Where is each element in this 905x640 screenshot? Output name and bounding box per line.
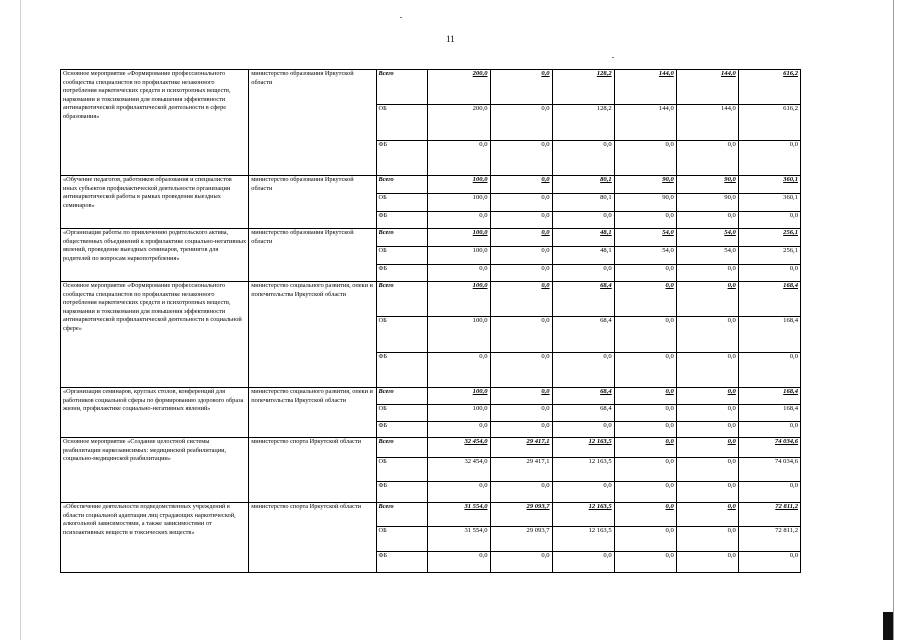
amount-year-cell: 0,0 — [614, 282, 676, 317]
amount-year-cell: 0,0 — [676, 438, 738, 458]
amount-year-cell: 0,0 — [428, 212, 490, 229]
amount-year-cell: 68,4 — [552, 405, 614, 422]
amount-year-cell: 29 417,1 — [490, 458, 552, 482]
amount-total-cell: 0,0 — [738, 141, 800, 176]
responsible-executor: министерство образования Иркутской области — [249, 70, 376, 176]
funding-source: ОБ — [376, 405, 428, 422]
funding-source: ФБ — [376, 482, 428, 503]
amount-year-cell: 0,0 — [552, 212, 614, 229]
amount-total-cell: 168,4 — [738, 282, 800, 317]
funding-source: Всего — [376, 438, 428, 458]
amount-year-cell: 32 454,0 — [428, 438, 490, 458]
amount-year-cell: 0,0 — [676, 458, 738, 482]
amount-year-cell: 80,1 — [552, 176, 614, 194]
amount-year-cell: 0,0 — [552, 482, 614, 503]
activity-description: Основное мероприятие «Формирование профессионального сообщества специалистов по профилактике незаконного потребления наркотических средств и психотропных веществ, наркомании и токсикомании для повышения эффективности антинаркотической профилактической деятельности в сфере образования» — [61, 70, 249, 176]
table-row — [61, 282, 801, 317]
amount-year-cell: 80,1 — [552, 194, 614, 212]
amount-year-cell: 32 454,0 — [428, 458, 490, 482]
scan-edge-left — [20, 0, 21, 640]
amount-year-cell: 0,0 — [676, 353, 738, 388]
funding-source: Всего — [376, 229, 428, 247]
amount-total-cell: 168,4 — [738, 317, 800, 353]
budget-table — [60, 69, 801, 573]
amount-year-cell: 0,0 — [676, 503, 738, 527]
funding-source: ОБ — [376, 458, 428, 482]
table-row — [61, 176, 801, 194]
amount-year-cell: 68,4 — [552, 388, 614, 405]
amount-year-cell: 0,0 — [552, 353, 614, 388]
page-number: 11 — [446, 34, 455, 44]
amount-year-cell: 31 554,0 — [428, 527, 490, 552]
amount-year-cell: 0,0 — [614, 317, 676, 353]
amount-total-cell: 0,0 — [738, 212, 800, 229]
responsible-executor: министерство социального развития, опеки и попечительства Иркутской области — [249, 282, 376, 388]
amount-year-cell: 0,0 — [490, 141, 552, 176]
funding-source: ФБ — [376, 212, 428, 229]
amount-year-cell: 200,0 — [428, 70, 490, 105]
responsible-executor: министерство образования Иркутской области — [249, 176, 376, 229]
amount-total-cell: 616,2 — [738, 70, 800, 105]
table-row — [61, 503, 801, 527]
amount-year-cell: 0,0 — [614, 388, 676, 405]
amount-year-cell: 100,0 — [428, 247, 490, 265]
amount-year-cell: 12 163,5 — [552, 503, 614, 527]
amount-year-cell: 54,0 — [676, 229, 738, 247]
amount-year-cell: 0,0 — [614, 422, 676, 438]
amount-total-cell: 360,1 — [738, 194, 800, 212]
amount-total-cell: 0,0 — [738, 482, 800, 503]
funding-source: Всего — [376, 70, 428, 105]
amount-year-cell: 0,0 — [428, 141, 490, 176]
activity-description: «Организация работы по привлечению родительского актива, общественных объединений к профилактике социально-негативных явлений, проведение выездных семинаров, тренингов для родителей по вопросам наркопотребления» — [61, 229, 249, 282]
amount-year-cell: 12 163,5 — [552, 527, 614, 552]
funding-source: Всего — [376, 176, 428, 194]
amount-year-cell: 90,0 — [614, 176, 676, 194]
amount-year-cell: 48,1 — [552, 247, 614, 265]
amount-year-cell: 48,1 — [552, 229, 614, 247]
amount-year-cell: 0,0 — [676, 405, 738, 422]
amount-year-cell: 144,0 — [676, 105, 738, 141]
funding-source: ОБ — [376, 317, 428, 353]
amount-year-cell: 0,0 — [490, 317, 552, 353]
amount-year-cell: 0,0 — [490, 405, 552, 422]
funding-source: ОБ — [376, 105, 428, 141]
amount-total-cell: 74 034,6 — [738, 458, 800, 482]
amount-year-cell: 0,0 — [490, 265, 552, 282]
responsible-executor: министерство спорта Иркутской области — [249, 503, 376, 573]
funding-source: ФБ — [376, 353, 428, 388]
activity-description: «Обучение педагогов, работников образования и специалистов иных субъектов профилактической деятельности организации антинаркотической работы в рамках проведения выездных семинаров» — [61, 176, 249, 229]
amount-year-cell: 200,0 — [428, 105, 490, 141]
amount-total-cell: 256,1 — [738, 247, 800, 265]
table-row — [61, 70, 801, 105]
amount-year-cell: 100,0 — [428, 282, 490, 317]
amount-year-cell: 68,4 — [552, 317, 614, 353]
amount-total-cell: 256,1 — [738, 229, 800, 247]
amount-year-cell: 29 417,1 — [490, 438, 552, 458]
amount-total-cell: 0,0 — [738, 265, 800, 282]
amount-year-cell: 0,0 — [614, 353, 676, 388]
amount-year-cell: 12 163,5 — [552, 438, 614, 458]
amount-total-cell: 360,1 — [738, 176, 800, 194]
amount-total-cell: 72 811,2 — [738, 527, 800, 552]
amount-year-cell: 0,0 — [428, 353, 490, 388]
scan-speck — [400, 17, 402, 18]
amount-year-cell: 0,0 — [428, 482, 490, 503]
amount-year-cell: 144,0 — [614, 70, 676, 105]
amount-year-cell: 0,0 — [614, 503, 676, 527]
amount-year-cell: 0,0 — [676, 317, 738, 353]
amount-year-cell: 90,0 — [676, 176, 738, 194]
funding-source: ОБ — [376, 527, 428, 552]
funding-source: Всего — [376, 388, 428, 405]
amount-year-cell: 0,0 — [490, 388, 552, 405]
amount-year-cell: 0,0 — [490, 282, 552, 317]
amount-total-cell: 168,4 — [738, 388, 800, 405]
funding-source: ФБ — [376, 265, 428, 282]
funding-source: ФБ — [376, 552, 428, 573]
amount-year-cell: 0,0 — [428, 422, 490, 438]
funding-source: ОБ — [376, 247, 428, 265]
activity-description: Основное мероприятие «Формирование профессионального сообщества специалистов по профилактике незаконного потребления наркотических средств и психотропных веществ, наркомании и токсикомании для повышения эффективности антинаркотической профилактической деятельности в социальной сфере» — [61, 282, 249, 388]
amount-year-cell: 0,0 — [676, 282, 738, 317]
activity-description: Основное мероприятие «Создание целостной системы реабилитации наркозависимых: медицинской реабилитации, социально-медицинской реабилитации» — [61, 438, 249, 503]
amount-year-cell: 68,4 — [552, 282, 614, 317]
amount-year-cell: 54,0 — [614, 247, 676, 265]
amount-year-cell: 0,0 — [490, 353, 552, 388]
amount-year-cell: 0,0 — [490, 422, 552, 438]
amount-total-cell: 72 811,2 — [738, 503, 800, 527]
scan-edge-right — [893, 0, 894, 640]
amount-total-cell: 0,0 — [738, 552, 800, 573]
amount-year-cell: 0,0 — [676, 422, 738, 438]
amount-year-cell: 31 554,0 — [428, 503, 490, 527]
funding-source: ФБ — [376, 422, 428, 438]
amount-year-cell: 128,2 — [552, 70, 614, 105]
amount-year-cell: 12 163,5 — [552, 458, 614, 482]
amount-year-cell: 0,0 — [676, 141, 738, 176]
amount-year-cell: 0,0 — [552, 141, 614, 176]
amount-year-cell: 0,0 — [552, 552, 614, 573]
amount-year-cell: 100,0 — [428, 317, 490, 353]
amount-year-cell: 54,0 — [614, 229, 676, 247]
amount-year-cell: 0,0 — [490, 482, 552, 503]
amount-year-cell: 100,0 — [428, 229, 490, 247]
amount-year-cell: 0,0 — [490, 70, 552, 105]
amount-year-cell: 0,0 — [614, 482, 676, 503]
amount-year-cell: 0,0 — [676, 552, 738, 573]
amount-year-cell: 29 093,7 — [490, 503, 552, 527]
amount-year-cell: 100,0 — [428, 405, 490, 422]
funding-source: ФБ — [376, 141, 428, 176]
table-row — [61, 388, 801, 405]
amount-total-cell: 0,0 — [738, 353, 800, 388]
amount-year-cell: 0,0 — [676, 527, 738, 552]
amount-year-cell: 128,2 — [552, 105, 614, 141]
amount-year-cell: 0,0 — [490, 176, 552, 194]
amount-total-cell: 616,2 — [738, 105, 800, 141]
amount-year-cell: 144,0 — [676, 70, 738, 105]
amount-year-cell: 0,0 — [490, 552, 552, 573]
amount-total-cell: 0,0 — [738, 422, 800, 438]
amount-year-cell: 0,0 — [490, 247, 552, 265]
amount-year-cell: 0,0 — [676, 265, 738, 282]
amount-year-cell: 0,0 — [614, 405, 676, 422]
amount-year-cell: 0,0 — [428, 265, 490, 282]
amount-year-cell: 0,0 — [614, 527, 676, 552]
amount-year-cell: 0,0 — [490, 194, 552, 212]
amount-year-cell: 90,0 — [676, 194, 738, 212]
amount-year-cell: 0,0 — [490, 229, 552, 247]
responsible-executor: министерство образования Иркутской области — [249, 229, 376, 282]
amount-year-cell: 0,0 — [676, 212, 738, 229]
amount-year-cell: 0,0 — [614, 438, 676, 458]
scan-edge-corner — [883, 612, 893, 640]
amount-year-cell: 0,0 — [490, 105, 552, 141]
amount-year-cell: 29 093,7 — [490, 527, 552, 552]
funding-source: Всего — [376, 282, 428, 317]
amount-year-cell: 100,0 — [428, 388, 490, 405]
amount-year-cell: 100,0 — [428, 194, 490, 212]
amount-year-cell: 100,0 — [428, 176, 490, 194]
scan-speck — [612, 57, 614, 58]
amount-year-cell: 0,0 — [676, 388, 738, 405]
amount-year-cell: 0,0 — [552, 265, 614, 282]
amount-total-cell: 168,4 — [738, 405, 800, 422]
amount-year-cell: 0,0 — [614, 265, 676, 282]
amount-year-cell: 0,0 — [490, 212, 552, 229]
amount-year-cell: 90,0 — [614, 194, 676, 212]
funding-source: ОБ — [376, 194, 428, 212]
amount-year-cell: 144,0 — [614, 105, 676, 141]
amount-year-cell: 0,0 — [614, 552, 676, 573]
activity-description: «Организация семинаров, круглых столов, конференций для работников социальной сферы по формированию здорового образа жизни, профилактике социально-негативных явлений» — [61, 388, 249, 438]
responsible-executor: министерство спорта Иркутской области — [249, 438, 376, 503]
activity-description: «Обеспечение деятельности подведомственных учреждений в области социальной адаптации лиц страдающих наркотической, алкогольной зависимостями, а также зависимостями от психоактивных веществ и токсических веществ» — [61, 503, 249, 573]
amount-year-cell: 0,0 — [552, 422, 614, 438]
table-row — [61, 438, 801, 458]
responsible-executor: министерство социального развития, опеки и попечительства Иркутской области — [249, 388, 376, 438]
amount-total-cell: 74 034,6 — [738, 438, 800, 458]
amount-year-cell: 54,0 — [676, 247, 738, 265]
amount-year-cell: 0,0 — [614, 458, 676, 482]
amount-year-cell: 0,0 — [614, 212, 676, 229]
funding-source: Всего — [376, 503, 428, 527]
table-row — [61, 229, 801, 247]
amount-year-cell: 0,0 — [614, 141, 676, 176]
amount-year-cell: 0,0 — [676, 482, 738, 503]
amount-year-cell: 0,0 — [428, 552, 490, 573]
